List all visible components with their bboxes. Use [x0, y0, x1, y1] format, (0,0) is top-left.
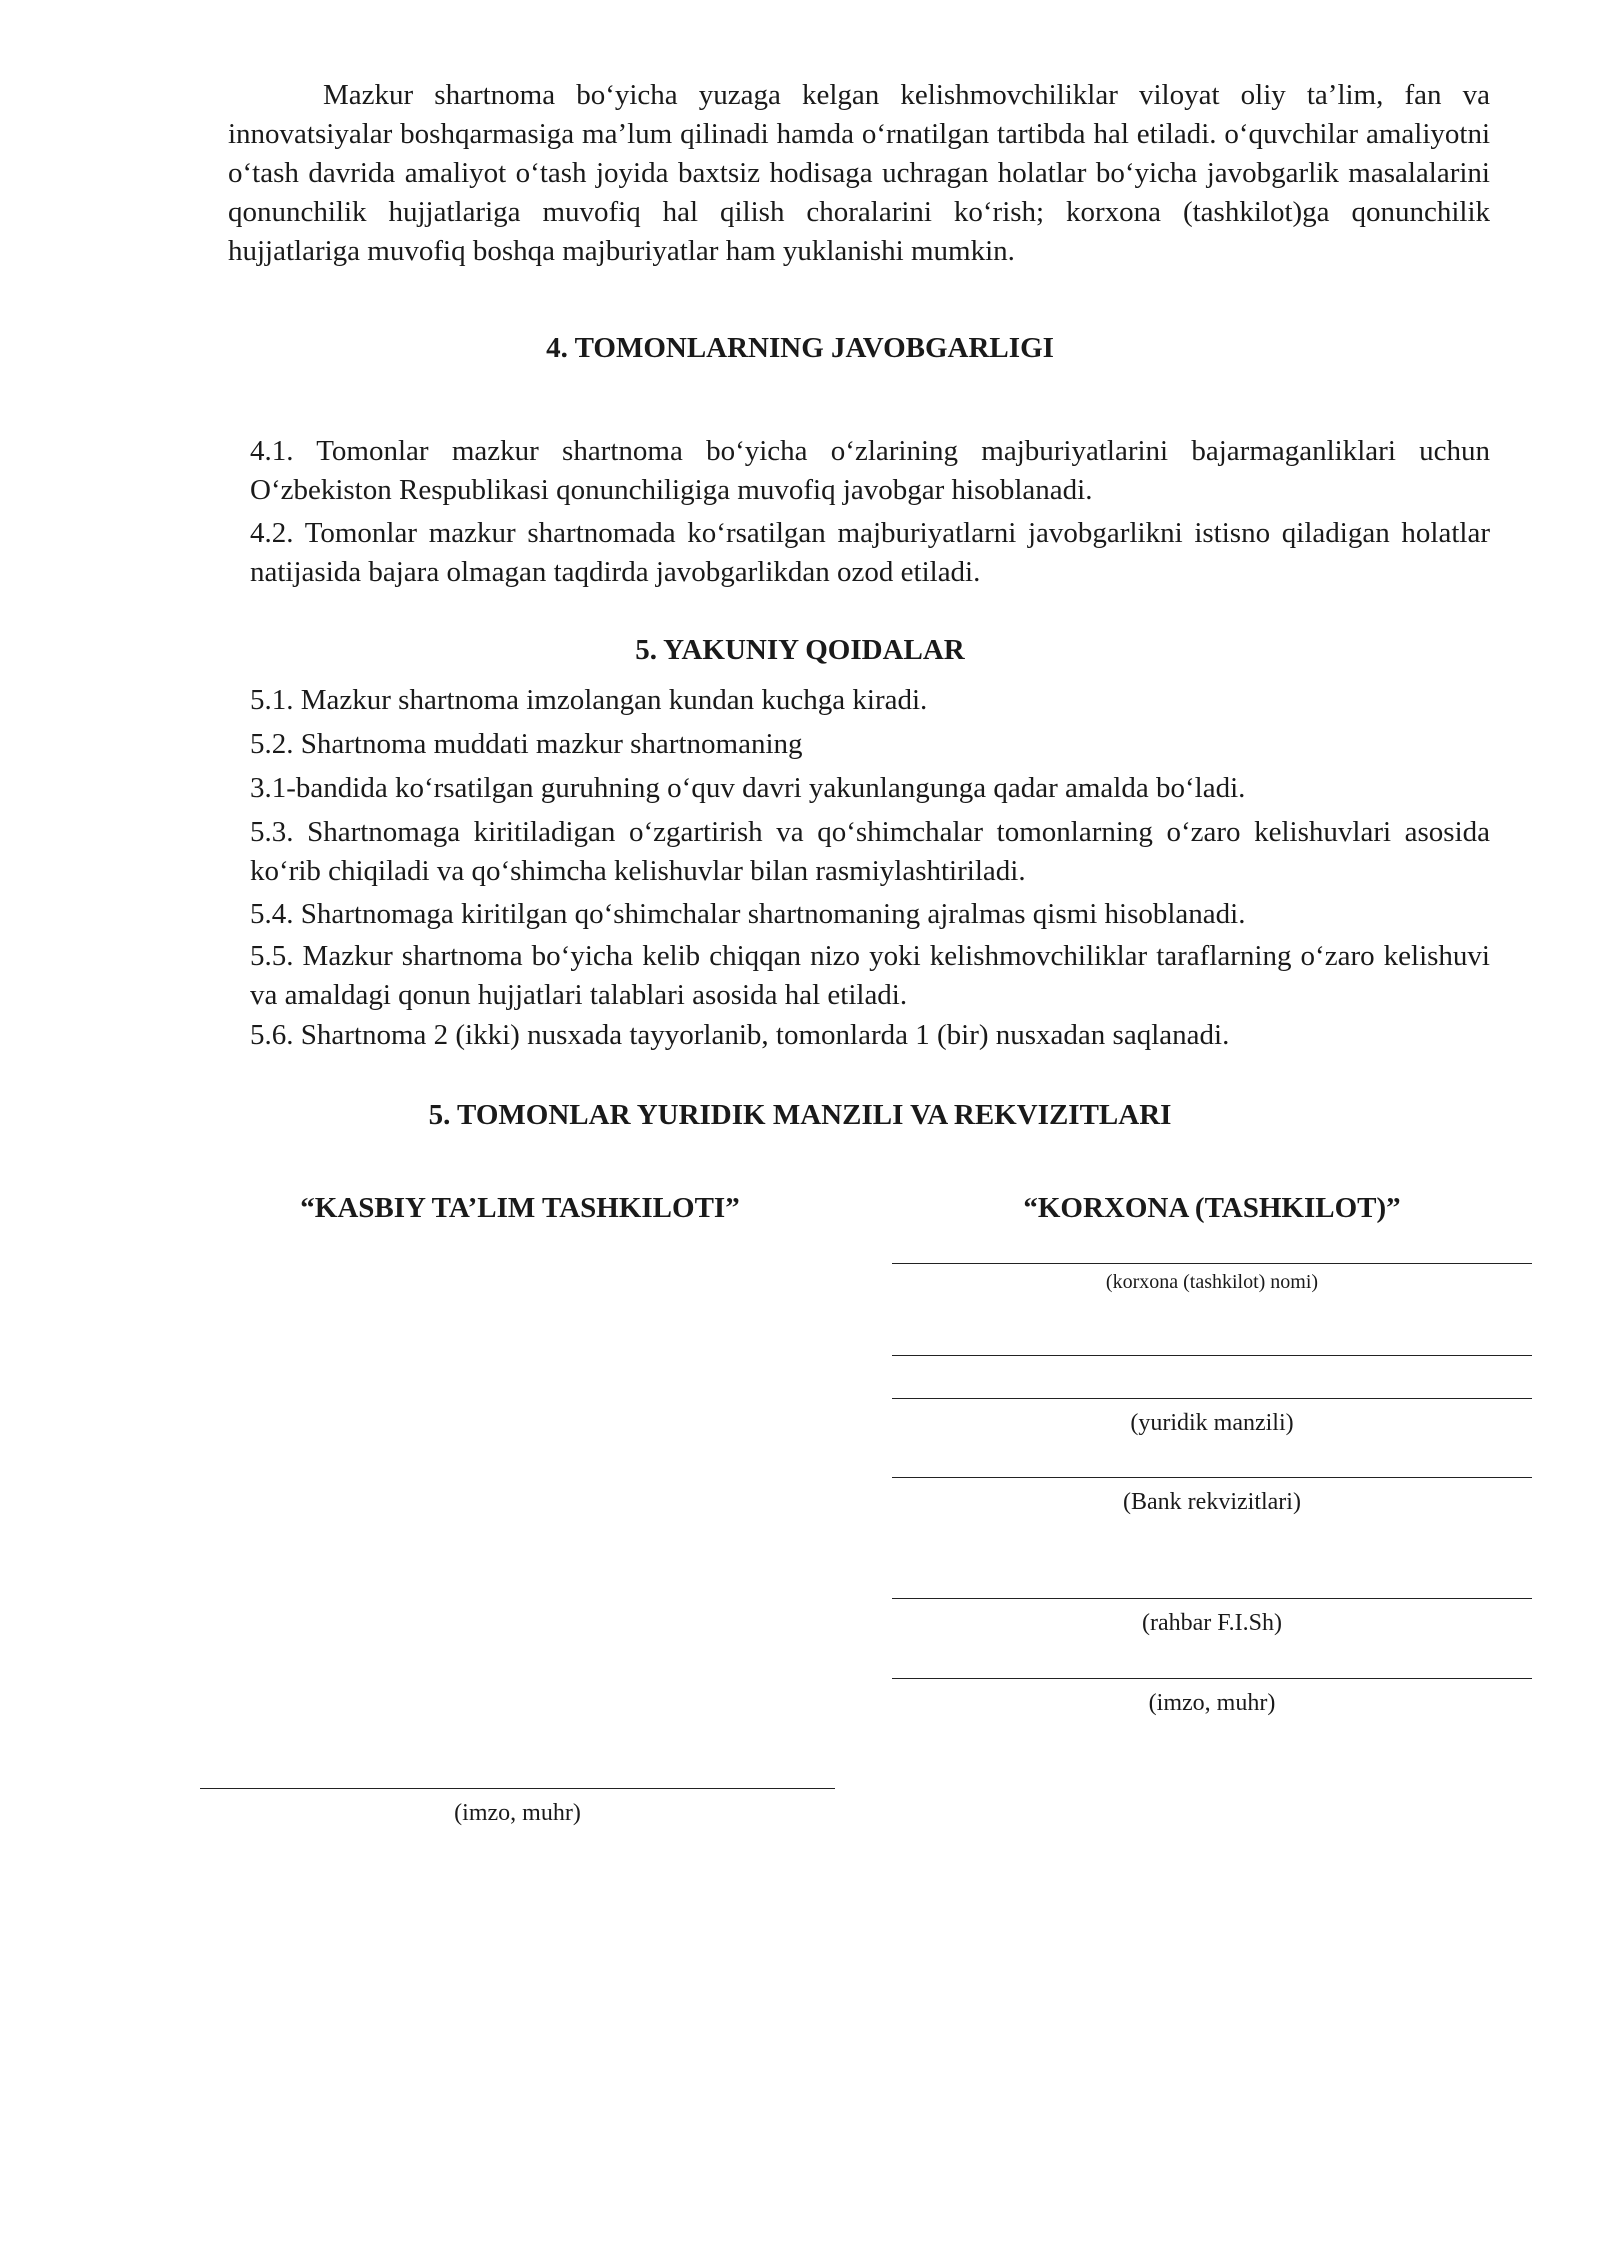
right-signature-caption: (imzo, muhr) — [1148, 1690, 1276, 1716]
section-5-heading: 5. YAKUNIY QOIDALAR — [635, 634, 965, 666]
company-name-line — [892, 1263, 1532, 1264]
company-name-caption: (korxona (tashkilot) nomi) — [1105, 1271, 1319, 1293]
head-name-line — [892, 1598, 1532, 1599]
clause-4-1: 4.1. Tomonlar mazkur shartnoma bo‘yicha o‘zlarining majburiyatlarini bajarmaganliklari uchun O‘zbekiston Respublikasi qonunchiligiga muvofiq javobgar hisoblanadi. — [250, 435, 1490, 506]
clause-5-1: 5.1. Mazkur shartnoma imzolangan kundan kuchga kiradi. — [250, 684, 928, 716]
address-caption: (yuridik manzili) — [1130, 1410, 1294, 1436]
clause-5-2-continued: 3.1-bandida ko‘rsatilgan guruhning o‘quv davri yakunlangunga qadar amalda bo‘ladi. — [250, 772, 1246, 804]
section-4-heading: 4. TOMONLARNING JAVOBGARLIGI — [546, 332, 1054, 364]
clause-5-2: 5.2. Shartnoma muddati mazkur shartnomaning — [250, 728, 803, 760]
clause-5-4: 5.4. Shartnomaga kiritilgan qo‘shimchalar shartnomaning ajralmas qismi hisoblanadi. — [250, 898, 1246, 930]
intro-paragraph: Mazkur shartnoma bo‘yicha yuzaga kelgan kelishmovchiliklar viloyat oliy ta’lim, fan va innovatsiyalar boshqarmasiga ma’lum qilinadi hamda o‘rnatilgan tartibda hal etiladi. o‘quvchilar amaliyotni o‘tash davrida amaliyot o‘tash joyida baxtsiz hodisaga uchragan holatlar bo‘yicha javobgarlik masalalarini qonunchilik hujjatlariga muvofiq hal qilish choralarini ko‘rish; korxona (tashkilot)ga qonunchilik hujjatlariga muvofiq boshqa majburiyatlar ham yuklanishi mumkin. — [228, 79, 1490, 267]
address-line-2 — [892, 1398, 1532, 1399]
right-signature-line — [892, 1678, 1532, 1679]
left-signature-line — [200, 1788, 835, 1789]
bank-caption: (Bank rekvizitlari) — [1123, 1489, 1301, 1515]
head-name-caption: (rahbar F.I.Sh) — [1141, 1610, 1283, 1636]
address-line-1 — [892, 1355, 1532, 1356]
clause-5-3: 5.3. Shartnomaga kiritiladigan o‘zgartirish va qo‘shimchalar tomonlarning o‘zaro kelishuvlari asosida ko‘rib chiqiladi va qo‘shimcha kelishuvlar bilan rasmiylashtiriladi. — [250, 816, 1490, 887]
left-signature-caption: (imzo, muhr) — [454, 1800, 581, 1826]
left-party-title: “KASBIY TA’LIM TASHKILOTI” — [300, 1192, 740, 1224]
section-requisites-heading: 5. TOMONLAR YURIDIK MANZILI VA REKVIZITLARI — [428, 1099, 1172, 1131]
clause-5-5: 5.5. Mazkur shartnoma bo‘yicha kelib chiqqan nizo yoki kelishmovchiliklar taraflarning o‘zaro kelishuvi va amaldagi qonun hujjatlari talablari asosida hal etiladi. — [250, 940, 1490, 1011]
bank-line — [892, 1477, 1532, 1478]
right-party-title: “KORXONA (TASHKILOT)” — [1023, 1192, 1401, 1224]
clause-4-2: 4.2. Tomonlar mazkur shartnomada ko‘rsatilgan majburiyatlarni javobgarlikni istisno qiladigan holatlar natijasida bajara olmagan taqdirda javobgarlikdan ozod etiladi. — [250, 517, 1490, 588]
clause-5-6: 5.6. Shartnoma 2 (ikki) nusxada tayyorlanib, tomonlarda 1 (bir) nusxadan saqlanadi. — [250, 1019, 1230, 1051]
